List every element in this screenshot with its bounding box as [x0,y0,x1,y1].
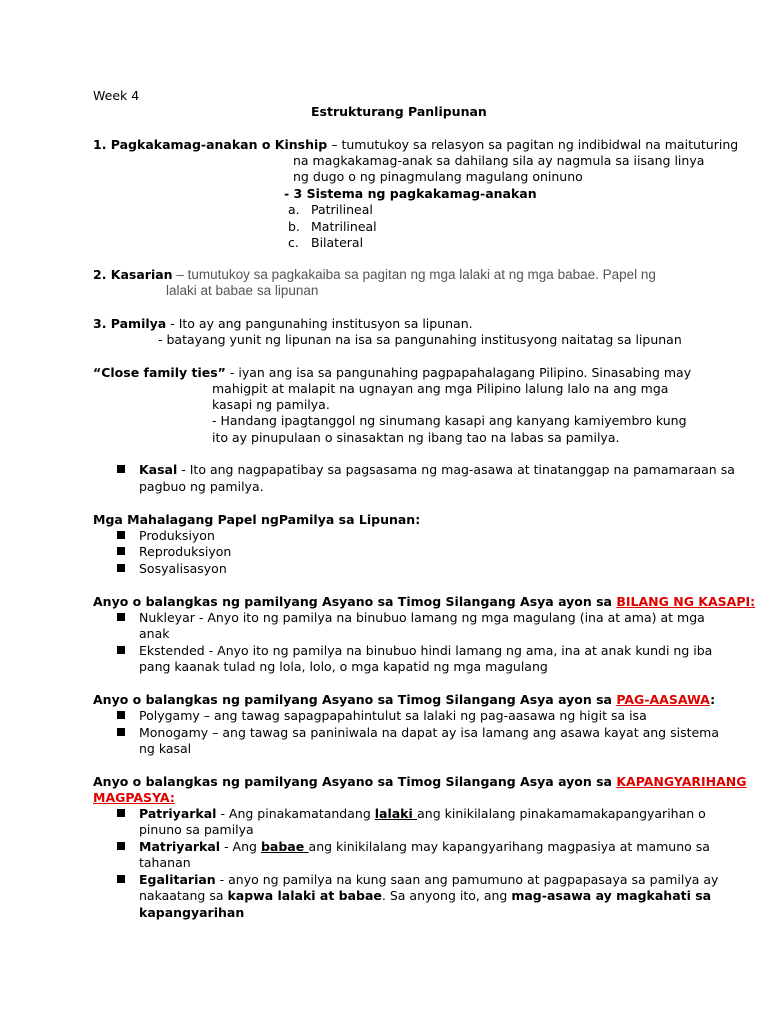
kasarian-heading: 2. Kasarian [93,267,173,282]
asawa-heading-text: Anyo o balangkas ng pamilyang Asyano sa Timog Silangang Asya ayon sa [93,692,617,707]
asawa-heading-colon: : [710,692,716,707]
close-family-ties [93,365,691,381]
nukleyar-line2: anak [139,626,170,641]
egalitarian-l2b: kapwa lalaki at babae [227,888,382,903]
kinship-heading: 1. Pagkakamag-anakan o Kinship [93,137,328,152]
week-label: Week 4 [93,88,140,103]
square-bullet-icon [117,711,125,719]
kinship-definition [93,137,738,153]
kasarian-definition [93,267,656,283]
kasarian-def-line1: – tumutukoy sa pagkakaiba sa pagitan ng mga lalaki at ng mga babae. Papel ng [172,267,656,282]
list-item: Sosyalisasyon [139,561,227,576]
cft-line3: kasapi ng pamilya. [212,397,330,412]
square-bullet-icon [117,564,125,572]
list-item: Matrilineal [311,219,377,234]
egalitarian-l2a: nakaatang sa [139,888,228,903]
square-bullet-icon [117,728,125,736]
ekstended-line1: Ekstended - Anyo ito ng pamilya na binubuo hindi lamang ng ama, ina at anak kundi ng iba [139,643,713,658]
cft-line2: mahigpit at malapit na ugnayan ang mga Pilipino lalung lalo na ang mga [212,381,669,396]
egalitarian-l2c: . Sa anyong ito, ang [381,888,512,903]
kapang-heading [93,774,747,790]
list-item: Reproduksiyon [139,544,232,559]
square-bullet-icon [117,809,125,817]
patriyarkal-line2: pinuno sa pamilya [139,822,254,837]
egalitarian-line1 [139,872,718,888]
kinship-def-line1: – tumutukoy sa relasyon sa pagitan ng indibidwal na maituturing [327,137,739,152]
egalitarian-text: - anyo ng pamilya na kung saan ang pamumuno at pagpapasaya sa pamilya ay [215,872,719,887]
asawa-heading [93,692,715,708]
list-item: Produksiyon [139,528,215,543]
pamilya-heading: 3. Pamilya [93,316,167,331]
matriyarkal-text2: ang kinikilalang may kapangyarihang magpasiya at mamuno sa [308,839,710,854]
kasapi-heading-red: BILANG NG KASAPI: [616,594,756,609]
patriyarkal-text: - Ang pinakamatandang [216,806,375,821]
list-item: Patrilineal [311,202,373,217]
egalitarian-line3: kapangyarihan [139,905,245,920]
monogamy-line2: ng kasal [139,741,192,756]
egalitarian-term: Egalitarian [139,872,216,887]
asawa-heading-red: PAG-AASAWA [616,692,711,707]
egalitarian-line2 [139,888,711,904]
kapang-heading-red1: KAPANGYARIHANG [616,774,747,789]
cft-heading: “Close family ties” [93,365,226,380]
square-bullet-icon [117,842,125,850]
egalitarian-l2d: mag-asawa ay magkahati sa [511,888,712,903]
kasal-line2: pagbuo ng pamilya. [139,479,264,494]
monogamy-line1: Monogamy – ang tawag sa paniniwala na dapat ay isa lamang ang asawa kayat ang sistema [139,725,720,740]
patriyarkal-line1 [139,806,706,822]
ekstended-line2: pang kaanak tulad ng lola, lolo, o mga kapatid ng mga magulang [139,659,548,674]
list-item: Bilateral [311,235,364,250]
matriyarkal-text: - Ang [220,839,261,854]
polygamy-line: Polygamy – ang tawag sapagpapahintulut sa lalaki ng pag-aasawa ng higit sa isa [139,708,647,723]
matriyarkal-term: Matriyarkal [139,839,221,854]
kinship-def-line2: na magkakamag-anak sa dahilang sila ay nagmula sa iisang linya [293,153,705,168]
square-bullet-icon [117,531,125,539]
nukleyar-line1: Nukleyar - Anyo ito ng pamilya na binubuo lamang ng mga magulang (ina at ama) at mga [139,610,705,625]
square-bullet-icon [117,875,125,883]
cft-line4: - Handang ipagtanggol ng sinumang kasapi ang kanyang kamiyembro kung [212,413,687,428]
pamilya-def-line1: - Ito ay ang pangunahing institusyon sa lipunan. [166,316,473,331]
kasal-item [139,462,735,478]
square-bullet-icon [117,646,125,654]
page-title: Estrukturang Panlipunan [311,104,487,119]
pamilya-definition [93,316,473,332]
kapang-heading-text: Anyo o balangkas ng pamilyang Asyano sa Timog Silangang Asya ayon sa [93,774,617,789]
kasal-heading: Kasal [139,462,178,477]
kapang-heading-red2: MAGPASYA: [93,790,175,805]
kasarian-def-line2: lalaki at babae sa lipunan [166,283,319,298]
list-marker: a. [288,202,300,217]
kinship-subheading: - 3 Sistema ng pagkakamag-anakan [284,186,537,201]
square-bullet-icon [117,613,125,621]
papel-heading: Mga Mahalagang Papel ngPamilya sa Lipunan: [93,512,421,527]
square-bullet-icon [117,547,125,555]
kasapi-heading-text: Anyo o balangkas ng pamilyang Asyano sa Timog Silangang Asya ayon sa [93,594,617,609]
matriyarkal-line2: tahanan [139,855,191,870]
patriyarkal-underlined: lalaki [374,806,418,821]
list-marker: c. [288,235,299,250]
pamilya-def-line2: - batayang yunit ng lipunan na isa sa pangunahing institusyong naitatag sa lipunan [158,332,682,347]
matriyarkal-line1 [139,839,710,855]
list-marker: b. [288,219,300,234]
kasapi-heading [93,594,755,610]
patriyarkal-term: Patriyarkal [139,806,217,821]
kinship-def-line3: ng dugo o ng pinagmulang magulang oninuno [293,169,583,184]
cft-line5: ito ay pinupulaan o sinasaktan ng ibang tao na labas sa pamilya. [212,430,620,445]
cft-line1: - iyan ang isa sa pangunahing pagpapahalagang Pilipino. Sinasabing may [225,365,692,380]
patriyarkal-text2: ang kinikilalang pinakamamakapangyarihan o [417,806,706,821]
square-bullet-icon [117,465,125,473]
kasal-line1: - Ito ang nagpapatibay sa pagsasama ng mag-asawa at tinatanggap na pamamaraan sa [177,462,735,477]
matriyarkal-underlined: babae [260,839,309,854]
